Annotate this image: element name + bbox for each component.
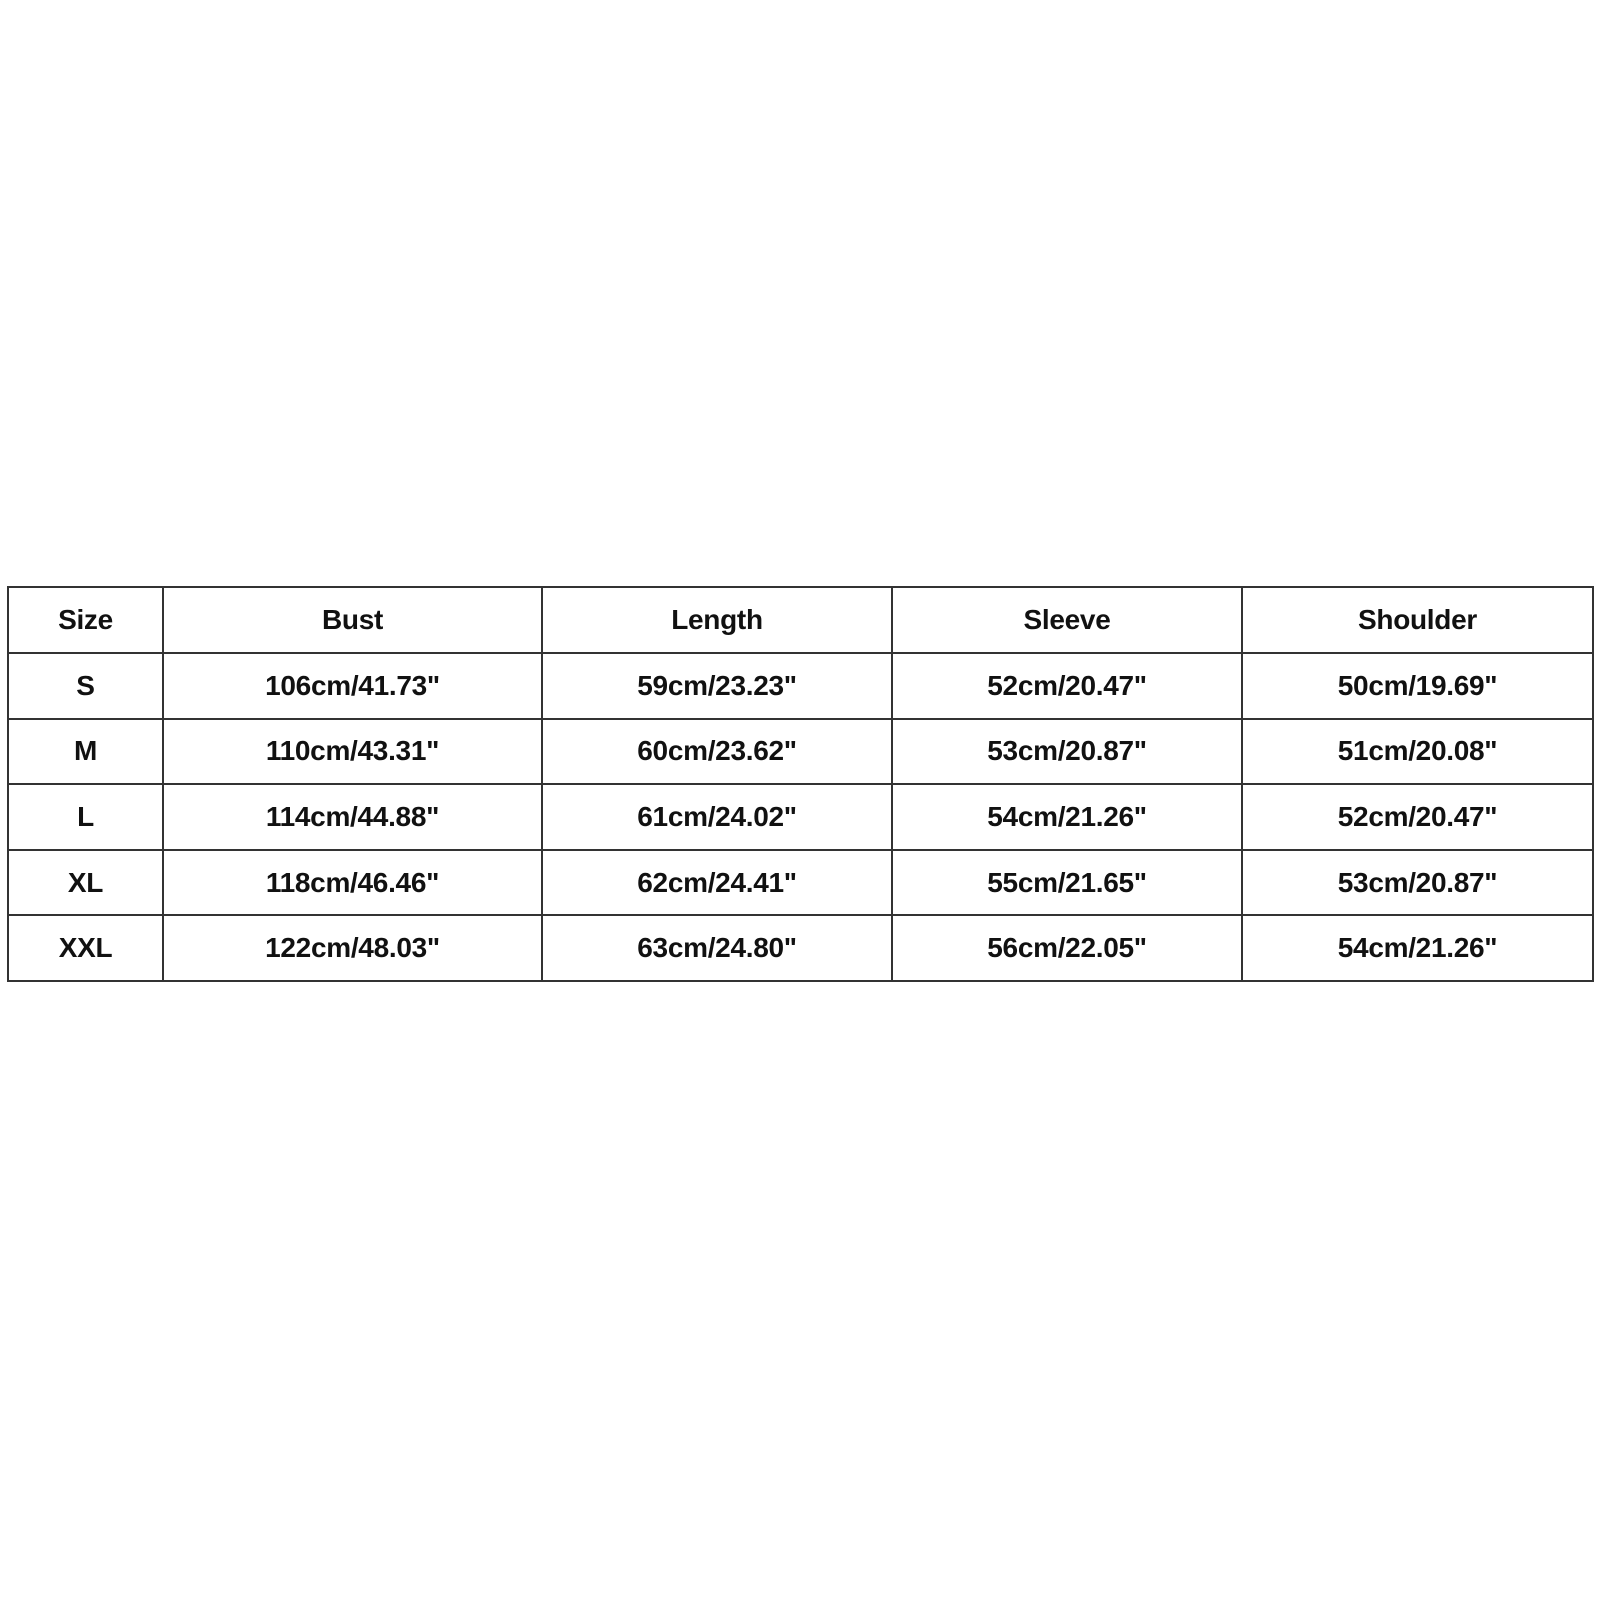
header-sleeve: Sleeve bbox=[892, 587, 1242, 653]
table-row bbox=[8, 653, 1593, 719]
length-cell: 59cm/23.23" bbox=[542, 653, 892, 719]
header-shoulder: Shoulder bbox=[1242, 587, 1593, 653]
length-cell: 62cm/24.41" bbox=[542, 850, 892, 916]
bust-cell: 114cm/44.88" bbox=[163, 784, 542, 850]
sleeve-cell: 53cm/20.87" bbox=[892, 719, 1242, 785]
bust-cell: 110cm/43.31" bbox=[163, 719, 542, 785]
bust-cell: 122cm/48.03" bbox=[163, 915, 542, 981]
header-row bbox=[8, 587, 1593, 653]
size-cell: L bbox=[8, 784, 163, 850]
shoulder-cell: 53cm/20.87" bbox=[1242, 850, 1593, 916]
table-row bbox=[8, 719, 1593, 785]
bust-cell: 106cm/41.73" bbox=[163, 653, 542, 719]
size-cell: M bbox=[8, 719, 163, 785]
size-cell: XXL bbox=[8, 915, 163, 981]
size-cell: S bbox=[8, 653, 163, 719]
length-cell: 61cm/24.02" bbox=[542, 784, 892, 850]
bust-cell: 118cm/46.46" bbox=[163, 850, 542, 916]
header-bust: Bust bbox=[163, 587, 542, 653]
length-cell: 60cm/23.62" bbox=[542, 719, 892, 785]
size-chart-table bbox=[7, 586, 1594, 982]
header-size: Size bbox=[8, 587, 163, 653]
table-row bbox=[8, 784, 1593, 850]
sleeve-cell: 54cm/21.26" bbox=[892, 784, 1242, 850]
table-row bbox=[8, 850, 1593, 916]
sleeve-cell: 55cm/21.65" bbox=[892, 850, 1242, 916]
header-length: Length bbox=[542, 587, 892, 653]
size-cell: XL bbox=[8, 850, 163, 916]
length-cell: 63cm/24.80" bbox=[542, 915, 892, 981]
table-row bbox=[8, 915, 1593, 981]
shoulder-cell: 52cm/20.47" bbox=[1242, 784, 1593, 850]
shoulder-cell: 51cm/20.08" bbox=[1242, 719, 1593, 785]
shoulder-cell: 50cm/19.69" bbox=[1242, 653, 1593, 719]
shoulder-cell: 54cm/21.26" bbox=[1242, 915, 1593, 981]
sleeve-cell: 56cm/22.05" bbox=[892, 915, 1242, 981]
sleeve-cell: 52cm/20.47" bbox=[892, 653, 1242, 719]
